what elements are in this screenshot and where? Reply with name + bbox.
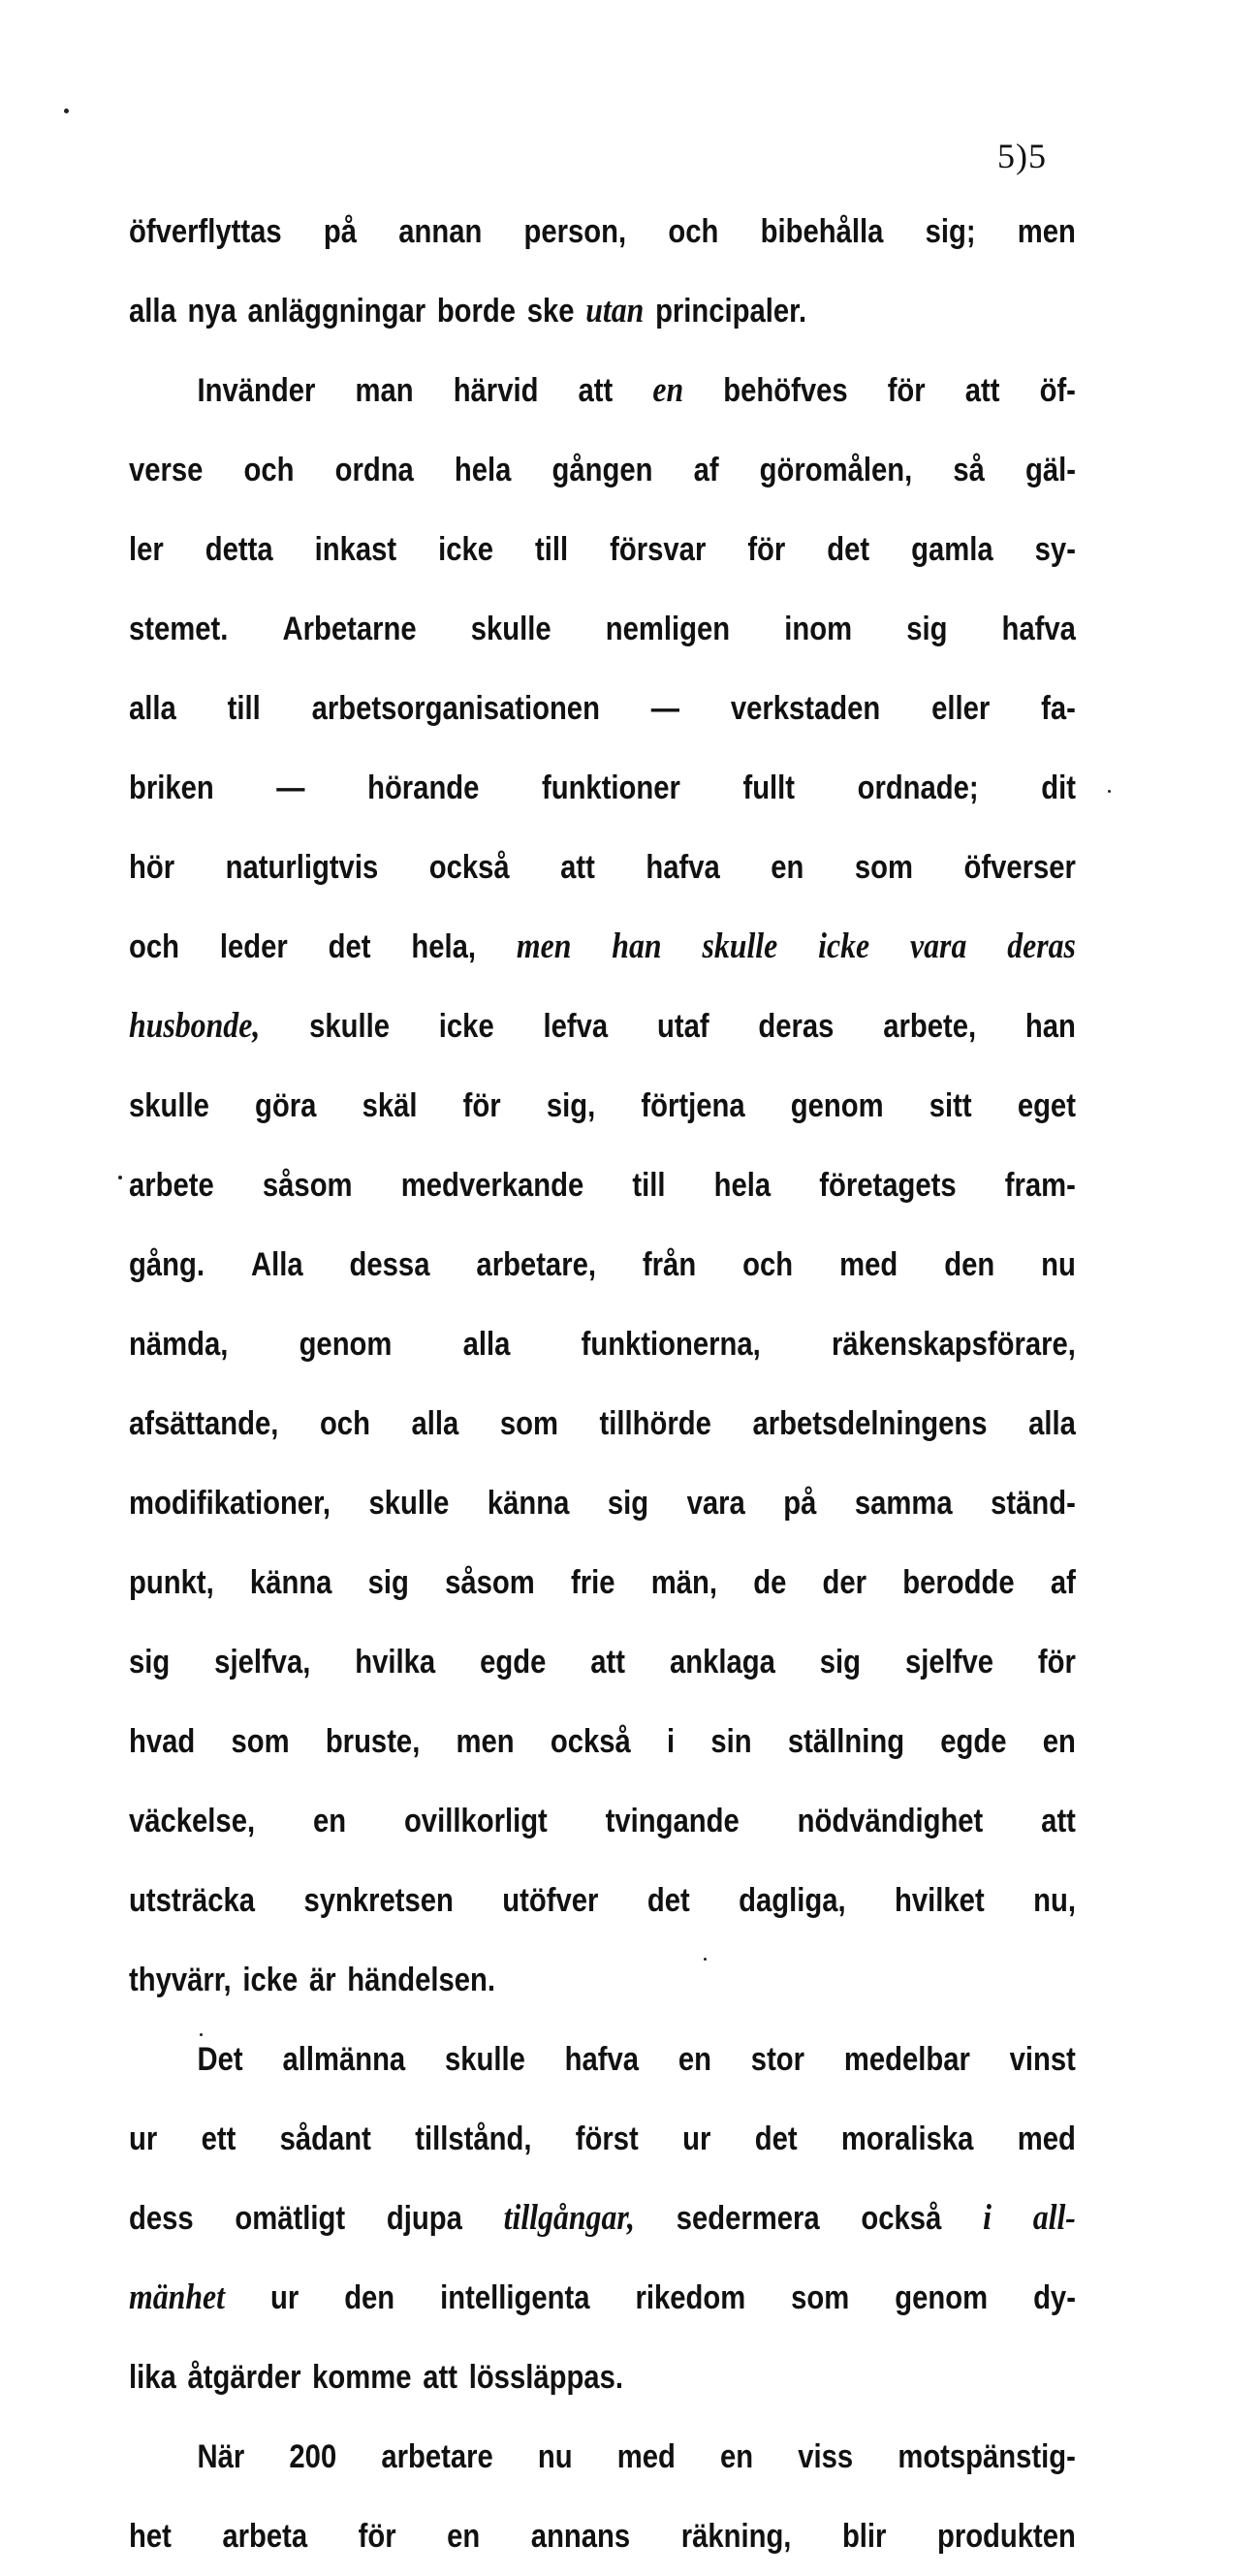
- word: ordnade;: [857, 770, 979, 806]
- word: hvilket: [895, 1882, 985, 1919]
- word: förtjena: [641, 1087, 745, 1124]
- word: hela: [454, 452, 512, 488]
- word: öfverser: [963, 849, 1076, 886]
- word: inom: [784, 611, 853, 647]
- word: af: [693, 452, 719, 488]
- word: nu: [1041, 1246, 1076, 1283]
- word: stor: [750, 2041, 805, 2078]
- word: rikedom: [635, 2279, 746, 2316]
- word: Alla: [250, 1246, 303, 1283]
- word: sin: [710, 1723, 752, 1760]
- text-line: [129, 907, 1076, 987]
- word: tillstånd,: [415, 2120, 532, 2157]
- word: medelbar: [843, 2041, 970, 2078]
- word: modifikationer,: [129, 1485, 331, 1522]
- word: gäl-: [1024, 452, 1076, 488]
- word: till: [632, 1167, 666, 1204]
- word: fullt: [742, 770, 796, 806]
- word: hafva: [564, 2041, 640, 2078]
- text-line: [129, 1543, 1076, 1622]
- word: hela: [713, 1167, 772, 1204]
- word: också: [861, 2200, 942, 2237]
- word: känna: [249, 1564, 332, 1601]
- word: hvilka: [355, 1644, 436, 1681]
- word: utaf: [656, 1008, 709, 1045]
- word: ur: [682, 2120, 711, 2157]
- text-line: [129, 748, 1076, 828]
- word: alla: [411, 1405, 459, 1442]
- word: lössläppas.: [468, 2359, 623, 2396]
- text-line: [129, 2258, 1076, 2338]
- word: alla: [1028, 1405, 1076, 1442]
- word: skulle: [309, 1008, 390, 1045]
- word: för: [462, 1087, 501, 1124]
- word: nu: [537, 2438, 573, 2475]
- word: ställning: [787, 1723, 905, 1760]
- body-text: [129, 192, 1076, 2576]
- word: alla: [129, 690, 176, 727]
- word: stemet.: [129, 611, 229, 647]
- word: män,: [650, 1564, 717, 1601]
- word: att: [590, 1644, 626, 1681]
- word: alla: [462, 1326, 511, 1363]
- word: men: [456, 1723, 515, 1760]
- word: eller: [931, 690, 991, 727]
- word: sig: [129, 1644, 171, 1681]
- word: en: [447, 2518, 481, 2555]
- word: det: [328, 928, 371, 965]
- word: dagliga,: [739, 1882, 846, 1919]
- word: utöfver: [502, 1882, 599, 1919]
- word: icke: [438, 531, 494, 568]
- text-line: [129, 1146, 1076, 1225]
- word: tillhörde: [599, 1405, 711, 1442]
- word: vara: [686, 1485, 745, 1522]
- word: husbonde,: [129, 1006, 261, 1046]
- word: för: [887, 372, 926, 409]
- word: —: [276, 770, 305, 806]
- word: icke: [818, 927, 870, 966]
- text-line: [129, 2497, 1076, 2576]
- word: tillgångar,: [503, 2198, 635, 2238]
- word: komme: [312, 2359, 412, 2396]
- word: produkten: [936, 2518, 1076, 2555]
- word: som: [791, 2279, 850, 2316]
- word: briken: [129, 770, 214, 806]
- text-line: [129, 1940, 1076, 2020]
- word: också: [428, 849, 510, 886]
- word: arbetare: [381, 2438, 493, 2475]
- word: lika: [129, 2359, 176, 2396]
- word: utsträcka: [129, 1882, 256, 1919]
- text-line: [129, 1304, 1076, 1384]
- word: funktioner: [541, 770, 680, 806]
- word: väckelse,: [129, 1803, 256, 1839]
- word: och: [243, 452, 295, 488]
- word: ett: [201, 2120, 236, 2157]
- word: sådant: [279, 2120, 371, 2157]
- word: arbeta: [222, 2518, 308, 2555]
- text-line: [129, 1225, 1076, 1304]
- word: i: [983, 2198, 992, 2238]
- word: först: [575, 2120, 639, 2157]
- word: räkning,: [680, 2518, 792, 2555]
- word: anläggningar: [247, 293, 426, 330]
- word: När: [197, 2438, 245, 2475]
- word: händelsen.: [347, 1962, 496, 1998]
- word: sedermera: [676, 2200, 820, 2237]
- word: en: [652, 370, 684, 410]
- word: lefva: [543, 1008, 609, 1045]
- word: viss: [798, 2438, 854, 2475]
- word: motspänstig-: [898, 2438, 1076, 2475]
- word: räkenskapsförare,: [831, 1326, 1076, 1363]
- word: att: [1041, 1803, 1076, 1839]
- text-line: [129, 828, 1076, 907]
- word: Det: [197, 2041, 243, 2078]
- word: ur: [269, 2279, 299, 2316]
- word: arbete: [129, 1167, 214, 1204]
- text-line: [129, 351, 1076, 430]
- word: nödvändighet: [797, 1803, 984, 1839]
- text-line: [129, 2179, 1076, 2258]
- word: från: [642, 1246, 697, 1283]
- word: funktionerna,: [581, 1326, 761, 1363]
- word: Arbetarne: [282, 611, 417, 647]
- ink-speck: [200, 2033, 203, 2036]
- word: den: [944, 1246, 995, 1283]
- word: öfverflyttas: [129, 213, 282, 250]
- word: 200: [289, 2438, 337, 2475]
- word: och: [129, 928, 179, 965]
- page-number: 5)5: [997, 137, 1047, 175]
- word: het: [129, 2518, 172, 2555]
- word: berodde: [902, 1564, 1015, 1601]
- word: är: [308, 1962, 336, 1998]
- word: till: [227, 690, 261, 727]
- word: det: [827, 531, 870, 568]
- text-line: [129, 2020, 1076, 2099]
- word: att: [560, 849, 595, 886]
- word: göromålen,: [759, 452, 913, 488]
- word: de: [753, 1564, 787, 1601]
- word: deras: [1007, 927, 1076, 966]
- text-line: [129, 1384, 1076, 1463]
- word: han: [1024, 1008, 1076, 1045]
- word: hafva: [646, 849, 720, 886]
- word: deras: [758, 1008, 835, 1045]
- word: mänhet: [129, 2278, 226, 2317]
- word: fa-: [1041, 690, 1076, 727]
- word: hörande: [367, 770, 480, 806]
- text-line: [129, 1781, 1076, 1861]
- word: genom: [895, 2279, 989, 2316]
- word: sig,: [546, 1087, 596, 1124]
- word: att: [578, 372, 614, 409]
- word: tvingande: [605, 1803, 740, 1839]
- ink-speck: [704, 1958, 707, 1961]
- word: omätligt: [235, 2200, 346, 2237]
- word: nemligen: [605, 611, 731, 647]
- word: arbetare,: [476, 1246, 596, 1283]
- word: en: [771, 849, 804, 886]
- text-line: [129, 192, 1076, 271]
- word: skäl: [362, 1087, 418, 1124]
- word: ler: [129, 531, 164, 568]
- word: försvar: [610, 531, 707, 568]
- word: hvad: [129, 1723, 196, 1760]
- word: för: [747, 531, 786, 568]
- word: i: [667, 1723, 676, 1760]
- word: den: [344, 2279, 395, 2316]
- word: hela,: [411, 928, 476, 965]
- word: anklaga: [669, 1644, 775, 1681]
- word: icke: [438, 1008, 494, 1045]
- word: såsom: [445, 1564, 535, 1601]
- word: sig;: [925, 213, 976, 250]
- word: behöfves: [723, 372, 848, 409]
- word: han: [612, 927, 662, 966]
- text-line: [129, 271, 1076, 351]
- word: en: [1042, 1723, 1076, 1760]
- word: —: [650, 690, 680, 727]
- word: blir: [841, 2518, 887, 2555]
- word: man: [355, 372, 414, 409]
- word: medverkande: [400, 1167, 584, 1204]
- word: att: [423, 2359, 458, 2396]
- word: med: [616, 2438, 676, 2475]
- word: dy-: [1033, 2279, 1076, 2316]
- word: bibehålla: [760, 213, 884, 250]
- word: det: [646, 1882, 690, 1919]
- text-line: [129, 430, 1076, 510]
- word: moraliska: [840, 2120, 974, 2157]
- word: principaler.: [655, 293, 807, 330]
- word: naturligtvis: [225, 849, 379, 886]
- text-line: [129, 1702, 1076, 1781]
- word: skulle: [129, 1087, 209, 1124]
- word: annan: [398, 213, 483, 250]
- word: arbetsdelningens: [752, 1405, 988, 1442]
- word: ordna: [334, 452, 414, 488]
- text-line: [129, 2099, 1076, 2179]
- word: Invänder: [197, 372, 316, 409]
- word: sig: [607, 1485, 649, 1522]
- word: göra: [255, 1087, 317, 1124]
- word: det: [754, 2120, 798, 2157]
- word: intelligenta: [440, 2279, 590, 2316]
- word: inkast: [314, 531, 397, 568]
- word: vara: [910, 927, 967, 966]
- word: skulle: [368, 1485, 450, 1522]
- word: nämda,: [129, 1326, 229, 1363]
- text-line: [129, 1463, 1076, 1543]
- word: dit: [1041, 770, 1076, 806]
- text-line: [129, 2338, 1076, 2417]
- word: punkt,: [129, 1564, 214, 1601]
- word: och: [742, 1246, 794, 1283]
- word: hafva: [1001, 611, 1076, 647]
- word: borde: [436, 293, 517, 330]
- word: skulle: [444, 2041, 525, 2078]
- text-line: [129, 1622, 1076, 1702]
- word: känna: [487, 1485, 570, 1522]
- word: ur: [129, 2120, 158, 2157]
- word: detta: [205, 531, 273, 568]
- ink-speck: [118, 1176, 122, 1179]
- word: bruste,: [325, 1723, 421, 1760]
- word: sig: [367, 1564, 409, 1601]
- word: all-: [1032, 2198, 1076, 2238]
- word: en: [720, 2438, 754, 2475]
- word: gång.: [129, 1246, 205, 1283]
- word: utan: [585, 291, 645, 330]
- word: frie: [571, 1564, 615, 1601]
- word: öf-: [1039, 372, 1076, 409]
- word: egde: [940, 1723, 1007, 1760]
- word: vinst: [1009, 2041, 1076, 2078]
- word: sig: [906, 611, 948, 647]
- word: verkstaden: [730, 690, 881, 727]
- word: dessa: [349, 1246, 430, 1283]
- word: af: [1050, 1564, 1076, 1601]
- word: person,: [523, 213, 627, 250]
- word: för: [1037, 1644, 1076, 1681]
- word: men: [516, 927, 572, 966]
- word: fram-: [1004, 1167, 1076, 1204]
- word: sig: [819, 1644, 862, 1681]
- word: som: [231, 1723, 290, 1760]
- word: sjelfva,: [214, 1644, 311, 1681]
- word: samma: [854, 1485, 953, 1522]
- word: sitt: [929, 1087, 972, 1124]
- word: åtgärder: [187, 2359, 301, 2396]
- word: genom: [790, 1087, 884, 1124]
- word: egde: [480, 1644, 547, 1681]
- word: gången: [551, 452, 653, 488]
- word: sy-: [1034, 531, 1076, 568]
- text-line: [129, 669, 1076, 748]
- word: gamla: [911, 531, 993, 568]
- word: skulle: [470, 611, 551, 647]
- word: också: [550, 1723, 631, 1760]
- word: skulle: [702, 927, 778, 966]
- word: och: [319, 1405, 370, 1442]
- text-line: [129, 589, 1076, 669]
- ink-speck: [1108, 790, 1111, 793]
- word: leder: [219, 928, 288, 965]
- word: så: [953, 452, 985, 488]
- word: alla: [129, 293, 176, 330]
- word: men: [1017, 213, 1076, 250]
- word: som: [854, 849, 914, 886]
- text-line: [129, 2417, 1076, 2497]
- word: på: [783, 1485, 817, 1522]
- text-line: [129, 510, 1076, 589]
- text-line: [129, 1066, 1076, 1146]
- word: och: [668, 213, 719, 250]
- word: der: [822, 1564, 867, 1601]
- word: eget: [1017, 1087, 1076, 1124]
- word: en: [677, 2041, 712, 2078]
- word: genom: [299, 1326, 393, 1363]
- word: för: [358, 2518, 396, 2555]
- word: företagets: [819, 1167, 957, 1204]
- word: ske: [526, 293, 575, 330]
- word: att: [964, 372, 1000, 409]
- word: annans: [530, 2518, 631, 2555]
- word: som: [499, 1405, 558, 1442]
- word: verse: [129, 452, 204, 488]
- word: ständ-: [991, 1485, 1076, 1522]
- ink-speck: [64, 109, 69, 113]
- word: arbetsorganisationen: [311, 690, 600, 727]
- word: ovillkorligt: [403, 1803, 548, 1839]
- word: thyvärr,: [129, 1962, 232, 1998]
- text-line: [129, 1861, 1076, 1940]
- word: dess: [129, 2200, 194, 2237]
- word: hör: [129, 849, 175, 886]
- word: nya: [187, 293, 236, 330]
- word: nu,: [1033, 1882, 1076, 1919]
- word: härvid: [453, 372, 539, 409]
- word: allmänna: [282, 2041, 406, 2078]
- word: icke: [242, 1962, 299, 1998]
- word: på: [323, 213, 357, 250]
- word: en: [312, 1803, 347, 1839]
- word: med: [839, 1246, 898, 1283]
- word: sjelfve: [904, 1644, 993, 1681]
- word: med: [1017, 2120, 1076, 2157]
- word: synkretsen: [303, 1882, 454, 1919]
- word: till: [535, 531, 569, 568]
- word: djupa: [386, 2200, 462, 2237]
- word: såsom: [262, 1167, 353, 1204]
- text-line: [129, 987, 1076, 1066]
- word: afsättande,: [129, 1405, 279, 1442]
- word: arbete,: [883, 1008, 977, 1045]
